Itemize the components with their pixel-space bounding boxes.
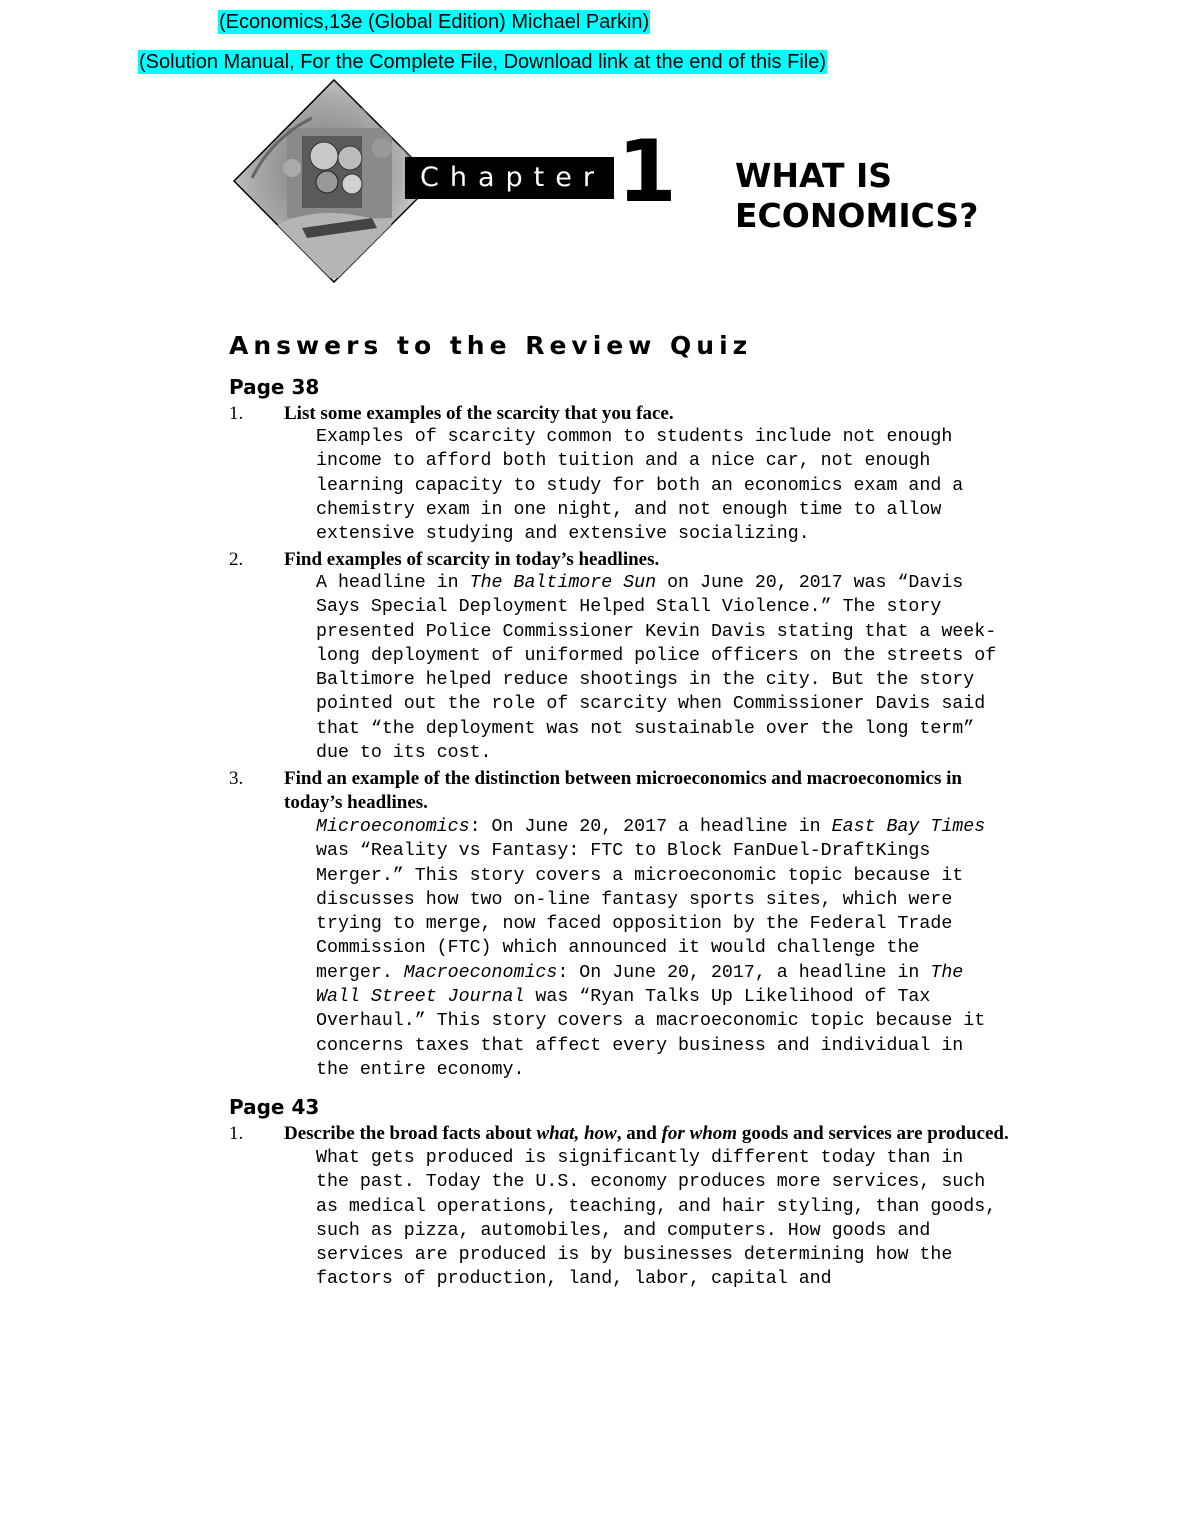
question-number: 1. (229, 403, 244, 424)
answer-line: discusses how two on-line fantasy sports sites, which were (316, 889, 953, 910)
answer-line: due to its cost. (316, 743, 492, 764)
question-part: , and (616, 1123, 662, 1144)
answer-line: concerns taxes that affect every business and individual in (316, 1035, 964, 1056)
answer-line: the entire economy. (316, 1059, 525, 1080)
answer-line: trying to merge, now faced opposition by the Federal Trade (316, 914, 953, 935)
answer-block (316, 1146, 996, 1292)
answer-line: such as pizza, automobiles, and computers. How goods and (316, 1220, 931, 1241)
answer-line (316, 571, 996, 595)
answer-line: Overhaul.” This story covers a macroeconomic topic because it (316, 1011, 986, 1032)
answer-text: merger. (316, 962, 404, 983)
answer-line: services are produced is by businesses determining how the (316, 1245, 953, 1266)
question-emphasis: for whom (661, 1123, 738, 1144)
question-number: 2. (229, 549, 244, 570)
answer-text: A headline in (316, 573, 470, 593)
page-43-label: Page 43 (229, 1095, 320, 1119)
chapter-title-line-1: WHAT IS (735, 156, 893, 195)
answer-line: the past. Today the U.S. economy produces more services, such (316, 1172, 986, 1193)
section-heading: Answers to the Review Quiz (229, 331, 753, 360)
publication-name: East Bay Times (831, 817, 986, 837)
chapter-number: 1 (617, 122, 677, 222)
answer-line: Commission (FTC) which announced it would challenge the (316, 938, 920, 959)
answer-block (316, 815, 985, 1082)
question-line: today’s headlines. (284, 792, 428, 813)
answer-line: presented Police Commissioner Kevin Davis stating that a week- (316, 621, 997, 642)
answer-line (316, 985, 985, 1009)
page-38-label: Page 38 (229, 375, 320, 399)
chapter-title (735, 156, 978, 236)
answer-line: as medical operations, teaching, and hair styling, than goods, (316, 1196, 997, 1217)
publication-name: The (930, 962, 964, 983)
question-text (284, 767, 962, 815)
chapter-label: Chapter (405, 157, 614, 199)
answer-line: What gets produced is significantly different today than in (316, 1148, 964, 1168)
answer-text: : On June 20, 2017 a headline in (469, 817, 832, 837)
answer-line: Examples of scarcity common to students include not enough (316, 427, 953, 447)
answer-line: chemistry exam in one night, and not enough time to allow (316, 499, 942, 520)
question-text: Find examples of scarcity in today’s headlines. (284, 549, 660, 570)
answer-line (316, 815, 985, 839)
banner-line-1: (Economics,13e (Global Edition) Michael Parkin) (219, 11, 650, 33)
question-text (284, 1122, 1009, 1146)
question-number: 3. (229, 768, 244, 789)
answer-line (316, 961, 985, 985)
answer-text: on June 20, 2017 was “Davis (656, 573, 964, 593)
chapter-title-line-2: ECONOMICS? (735, 196, 979, 235)
answer-line: Merger.” This story covers a microeconomic topic because it (316, 865, 964, 886)
publication-name: The Baltimore Sun (469, 573, 657, 593)
term-microeconomics: Microeconomics (316, 817, 470, 837)
answer-line: long deployment of uniformed police officers on the streets of (316, 645, 997, 666)
answer-line: was “Reality vs Fantasy: FTC to Block FanDuel-DraftKings (316, 841, 931, 862)
banner-line-2: (Solution Manual, For the Complete File, Download link at the end of this File) (139, 51, 827, 73)
question-emphasis: what, how (536, 1123, 617, 1144)
question-number: 1. (229, 1123, 244, 1144)
answer-line: Says Special Deployment Helped Stall Violence.” The story (316, 597, 942, 618)
question-part: Describe the broad facts about (284, 1123, 537, 1144)
answer-line: factors of production, land, labor, capital and (316, 1269, 832, 1290)
answer-text: was “Ryan Talks Up Likelihood of Tax (524, 987, 931, 1008)
answer-text: : On June 20, 2017, a headline in (557, 962, 931, 983)
answer-line: that “the deployment was not sustainable over the long term” (316, 718, 975, 739)
answer-block (316, 571, 996, 765)
term-macroeconomics: Macroeconomics (403, 962, 558, 983)
answer-line: pointed out the role of scarcity when Commissioner Davis said (316, 694, 986, 715)
answer-line: Baltimore helped reduce shootings in the city. But the story (316, 670, 975, 691)
answer-line: extensive studying and extensive socializing. (316, 524, 810, 545)
answer-block (316, 425, 963, 546)
answer-line: income to afford both tuition and a nice car, not enough (316, 451, 931, 472)
publication-name: Wall Street Journal (316, 987, 525, 1008)
answer-line: learning capacity to study for both an economics exam and a (316, 475, 964, 496)
question-text: List some examples of the scarcity that you face. (284, 403, 674, 424)
question-part: goods and services are produced. (737, 1123, 1009, 1144)
question-line: Find an example of the distinction between microeconomics and macroeconomics in (284, 768, 962, 789)
